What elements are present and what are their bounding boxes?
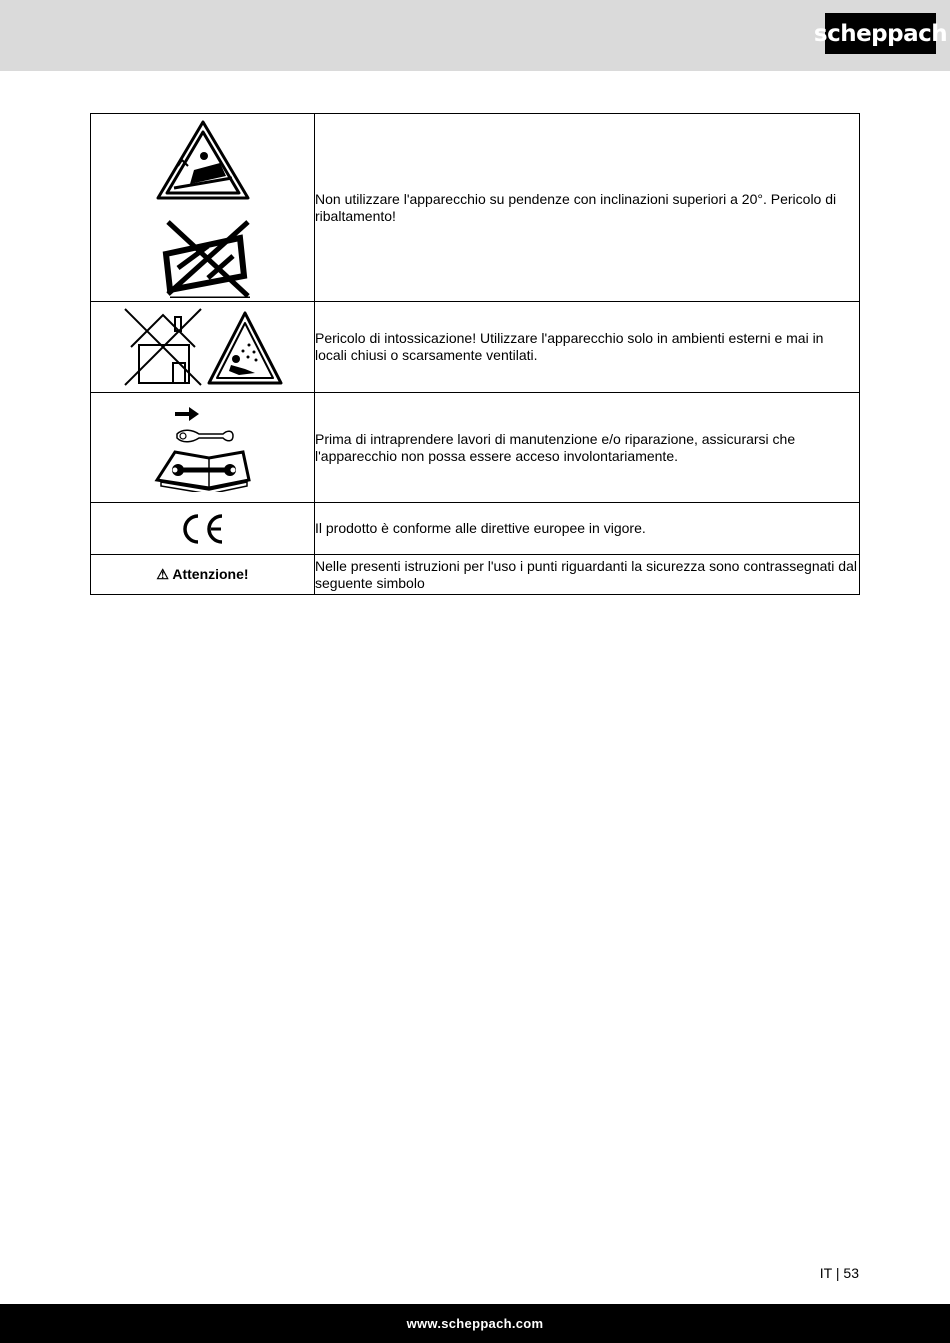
row-text: Prima di intraprendere lavori di manutenzione e/o riparazione, assicurarsi che l'apparecchio non possa essere acceso involontariamente. [315, 393, 860, 503]
table-row [91, 393, 860, 503]
row-text: Non utilizzare l'apparecchio su pendenze con inclinazioni superiori a 20°. Pericolo di ribaltamento! [315, 114, 860, 302]
table-row [91, 555, 860, 595]
page-number-value: 53 [843, 1265, 859, 1281]
page-lang: IT [819, 1265, 832, 1281]
icon-cell [91, 503, 315, 555]
row-text: Pericolo di intossicazione! Utilizzare l'apparecchio solo in ambienti esterni e mai in locali chiusi o scarsamente ventilati. [315, 302, 860, 393]
ce-mark-icon [178, 511, 228, 547]
table-row [91, 302, 860, 393]
footer-bar [0, 1304, 950, 1343]
slope-tip-over-warning-icon [148, 118, 258, 298]
page-number [820, 1265, 859, 1281]
icon-cell [91, 114, 315, 302]
table-row [91, 503, 860, 555]
page-separator: | [835, 1265, 840, 1281]
safety-symbols-table [90, 113, 860, 595]
website-link[interactable]: www.scheppach.com [406, 1316, 544, 1331]
row-text: Nelle presenti istruzioni per l'uso i punti riguardanti la sicurezza sono contrassegnati dal seguente simbolo [315, 555, 860, 595]
remove-key-before-maintenance-icon [153, 404, 253, 492]
row-text: Il prodotto è conforme alle direttive europee in vigore. [315, 503, 860, 555]
attention-label: ⚠ Attenzione! [156, 565, 249, 582]
header-bar [0, 0, 950, 71]
icon-cell [91, 302, 315, 393]
table-row [91, 114, 860, 302]
brand-logo: scheppach [825, 13, 936, 54]
icon-cell [91, 555, 315, 595]
icon-cell [91, 393, 315, 503]
no-indoor-use-intoxication-icon [123, 307, 283, 387]
